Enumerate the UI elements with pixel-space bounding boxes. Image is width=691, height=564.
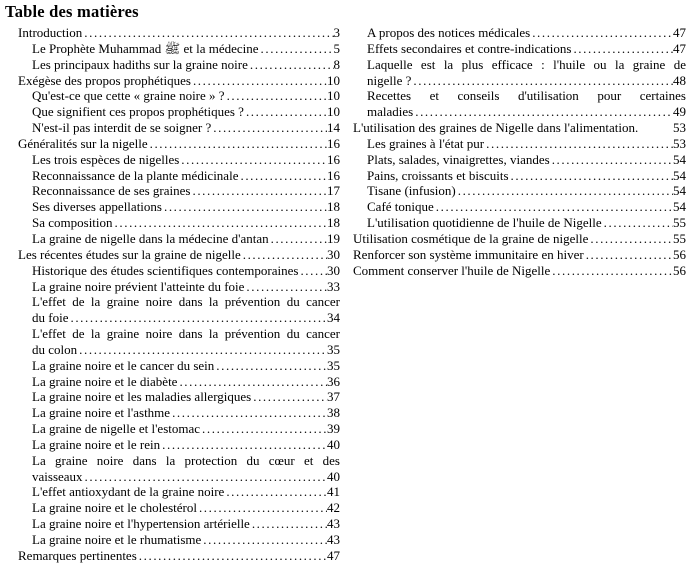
- toc-entry-word: la: [443, 56, 454, 72]
- dot-leader: [200, 421, 327, 437]
- toc-entry-word: graine: [632, 56, 666, 72]
- toc-entry-text: du colon: [32, 341, 78, 357]
- toc-entry-line: [5, 310, 340, 326]
- dot-leader: [225, 88, 327, 104]
- toc-entry-text: Introduction: [18, 25, 83, 40]
- toc-entry-text: Effets secondaires et contre-indications: [367, 40, 572, 56]
- toc-entry-line: [5, 342, 340, 358]
- dot-leader: [77, 342, 327, 358]
- page-number: 48: [673, 72, 686, 88]
- page-number: 43: [327, 532, 340, 547]
- toc-entry-word: l'huile: [553, 56, 586, 72]
- page-number: 38: [327, 405, 340, 421]
- dot-leader: [244, 279, 327, 295]
- toc-entry-text: La graine noire et les maladies allergiques: [32, 389, 252, 405]
- page-number: 55: [673, 230, 686, 246]
- toc-entry-line: [5, 263, 340, 279]
- toc-entry-line: [5, 199, 340, 215]
- toc-entry-word: la: [208, 294, 219, 310]
- toc-entry-text: La graine noire et l'asthme: [32, 405, 171, 421]
- page-number: 35: [327, 357, 340, 373]
- toc-entry-word: noire: [145, 326, 173, 342]
- toc-entry-text: La graine noire et le rhumatisme: [32, 532, 202, 547]
- toc-entry-word: noire: [96, 452, 124, 468]
- toc-entry-text: Le Prophète Muhammad ﷺ et la médecine: [32, 40, 259, 56]
- toc-entry-word: conseils: [457, 88, 500, 104]
- page-number: 54: [673, 167, 686, 183]
- dot-leader: [191, 73, 327, 89]
- toc-entry-text: Remarques pertinentes: [18, 547, 137, 563]
- toc-entry-word: dans: [178, 294, 203, 310]
- toc-entry-line: [340, 57, 686, 73]
- toc-entry-line: [5, 358, 340, 374]
- page-number: 10: [327, 72, 340, 88]
- toc-entry-line: [5, 389, 340, 405]
- dot-leader: [224, 484, 327, 500]
- toc-entry-word: L'effet: [32, 294, 66, 310]
- dot-leader: [509, 168, 673, 184]
- toc-entry-line: [340, 73, 686, 89]
- dot-leader: [571, 41, 673, 57]
- toc-entry-text: L'utilisation quotidienne de l'huile de Nigelle: [367, 215, 602, 231]
- toc-entry-text: nigelle ?: [367, 72, 412, 88]
- page-number: 56: [673, 262, 686, 278]
- page-number: 47: [673, 40, 686, 56]
- toc-entry-word: protection: [184, 452, 238, 468]
- toc-entry-line: [5, 25, 340, 41]
- toc-entry-text: La graine noire et le diabète: [32, 373, 178, 389]
- toc-entry-line: [5, 231, 340, 247]
- toc-entry-word: noire: [145, 294, 173, 310]
- toc-entry-word: graine: [106, 326, 140, 342]
- dot-leader: [456, 183, 673, 199]
- page-number: 40: [327, 436, 340, 452]
- dot-leader: [530, 25, 673, 41]
- toc-entry-word: de: [72, 294, 85, 310]
- toc-entry-word: de: [673, 56, 686, 72]
- toc-entry-line: [340, 152, 686, 168]
- toc-entry-text: L'effet antioxydant de la graine noire: [32, 484, 225, 500]
- toc-entry-line: [5, 516, 340, 532]
- dot-leader: [197, 500, 327, 516]
- toc-entry-text: maladies: [367, 104, 414, 120]
- toc-entry-line: [340, 88, 686, 104]
- toc-entry-text: Utilisation cosmétique de la graine de nigelle: [353, 230, 589, 246]
- toc-entry-word: la: [208, 326, 219, 342]
- toc-entry-text: Qu'est-ce que cette « graine noire » ?: [32, 88, 225, 104]
- page-number: 47: [673, 25, 686, 40]
- toc-entry-text: Renforcer son système immunitaire en hiver: [353, 246, 584, 262]
- toc-entry-word: la: [614, 56, 625, 72]
- page-number: 54: [673, 151, 686, 167]
- toc-entry-word: d'utilisation: [517, 88, 579, 104]
- toc-entry-word: certaines: [639, 88, 686, 104]
- page-number: 54: [673, 183, 686, 199]
- toc-entry-line: [5, 215, 340, 231]
- dot-leader: [550, 152, 673, 168]
- toc-entry-word: est: [420, 56, 436, 72]
- toc-entry-word: Laquelle: [367, 56, 413, 72]
- toc-entry-text: Ses diverses appellations: [32, 199, 162, 215]
- toc-entry-line: [5, 57, 340, 73]
- page-number: 5: [333, 40, 340, 56]
- page-number: 3: [333, 25, 340, 40]
- toc-entry-text: Les récentes études sur la graine de nigelle: [18, 246, 241, 262]
- dot-leader: [148, 136, 327, 152]
- page-number: 17: [327, 183, 340, 199]
- toc-entry-text: La graine noire et l'hypertension artérielle: [32, 516, 250, 532]
- page-number: 14: [327, 120, 340, 136]
- page-number: 49: [673, 104, 686, 120]
- page-number: 53: [673, 135, 686, 151]
- toc-entry-word: graine: [54, 452, 88, 468]
- toc-entry-line: [5, 294, 340, 310]
- toc-entry-text: Comment conserver l'huile de Nigelle: [353, 262, 551, 278]
- dot-leader: [177, 374, 327, 390]
- toc-entry-word: la: [165, 452, 176, 468]
- toc-entry-line: [5, 41, 340, 57]
- toc-entry-text: Exégèse des propos prophétiques: [18, 72, 191, 88]
- toc-entry-word: pour: [597, 88, 622, 104]
- toc-entry-line: [340, 215, 686, 231]
- toc-entry-word: et: [429, 88, 439, 104]
- toc-entry-text: N'est-il pas interdit de se soigner ?: [32, 120, 212, 136]
- dot-leader: [160, 437, 327, 453]
- toc-entry-line: [5, 374, 340, 390]
- toc-entry-line: [340, 263, 686, 279]
- toc-entry-line: [340, 168, 686, 184]
- toc-entry-text: Café tonique: [367, 199, 434, 215]
- toc-entry-line: [5, 168, 340, 184]
- dot-leader: [211, 120, 327, 136]
- page-number: 18: [327, 199, 340, 215]
- toc-entry-word: du: [246, 452, 260, 468]
- toc-columns: [5, 25, 687, 564]
- toc-entry-line: [5, 152, 340, 168]
- toc-entry-text: La graine noire et le rein: [32, 436, 161, 452]
- toc-entry-line: [5, 469, 340, 485]
- dot-leader: [162, 199, 327, 215]
- page-number: 56: [673, 246, 686, 262]
- dot-leader: [413, 104, 673, 120]
- toc-entry-line: [5, 279, 340, 295]
- toc-entry-line: [5, 500, 340, 516]
- toc-entry-line: [5, 104, 340, 120]
- page-number: 8: [333, 56, 340, 72]
- toc-entry-line: [5, 453, 340, 469]
- toc-entry-word: La: [32, 452, 46, 468]
- dot-leader: [179, 152, 327, 168]
- toc-entry-line: [5, 73, 340, 89]
- toc-entry-line: [340, 104, 686, 120]
- toc-entry-text: Plats, salades, vinaigrettes, viandes: [367, 151, 550, 167]
- toc-entry-line: [340, 120, 686, 136]
- toc-entry-line: [340, 25, 686, 41]
- toc-entry-text: Que signifient ces propos prophétiques ?: [32, 104, 244, 120]
- toc-entry-word: :: [541, 56, 545, 72]
- dot-leader: [259, 41, 334, 57]
- page-number: 39: [327, 421, 340, 437]
- page-number: 40: [327, 468, 340, 484]
- dot-leader: [244, 104, 327, 120]
- toc-entry-word: la: [90, 326, 101, 342]
- page-number: 53: [673, 120, 686, 136]
- toc-entry-line: [340, 199, 686, 215]
- toc-entry-line: [5, 247, 340, 263]
- toc-entry-text: La graine de nigelle et l'estomac: [32, 421, 201, 437]
- toc-entry-line: [5, 532, 340, 548]
- dot-leader: [250, 516, 327, 532]
- dot-leader: [214, 358, 327, 374]
- toc-entry-text: La graine noire et le cancer du sein: [32, 357, 215, 373]
- toc-entry-word: du: [286, 294, 300, 310]
- toc-entry-text: Reconnaissance de ses graines: [32, 183, 191, 199]
- toc-entry-line: [5, 326, 340, 342]
- toc-entry-line: [5, 183, 340, 199]
- toc-entry-text: Les graines à l'état pur: [367, 135, 485, 151]
- page-number: 16: [327, 167, 340, 183]
- toc-entry-line: [5, 437, 340, 453]
- page-number: 10: [327, 104, 340, 120]
- dot-leader: [170, 405, 327, 421]
- toc-entry-line: [5, 136, 340, 152]
- toc-entry-text: Reconnaissance de la plante médicinale: [32, 167, 239, 183]
- toc-entry-line: [5, 548, 340, 564]
- page-number: 19: [327, 230, 340, 246]
- toc-entry-text: A propos des notices médicales: [367, 25, 531, 40]
- toc-entry-word: graine: [106, 294, 140, 310]
- dot-leader: [584, 247, 673, 263]
- toc-entry-word: du: [286, 326, 300, 342]
- dot-leader: [201, 532, 327, 548]
- toc-entry-line: [5, 405, 340, 421]
- toc-entry-text: Historique des études scientifiques contemporaines: [32, 262, 299, 278]
- toc-entry-line: [5, 120, 340, 136]
- dot-leader: [82, 25, 333, 41]
- page-number: 33: [327, 278, 340, 294]
- dot-leader: [137, 548, 327, 564]
- toc-entry-line: [5, 421, 340, 437]
- dot-leader: [241, 247, 327, 263]
- page-number: 37: [327, 389, 340, 405]
- dot-leader: [83, 469, 327, 485]
- toc-entry-line: [5, 88, 340, 104]
- dot-leader: [248, 57, 334, 73]
- dot-leader: [269, 231, 327, 247]
- toc-entry-word: efficace: [491, 56, 533, 72]
- toc-entry-text: La graine noire et le cholestérol: [32, 500, 197, 516]
- dot-leader: [434, 199, 673, 215]
- toc-entry-word: la: [90, 294, 101, 310]
- dot-leader: [68, 310, 327, 326]
- toc-entry-word: des: [322, 452, 340, 468]
- toc-entry-text: Généralités sur la nigelle: [18, 135, 148, 151]
- page-number: 10: [327, 88, 340, 104]
- toc-entry-word: L'effet: [32, 326, 66, 342]
- toc-entry-line: [340, 247, 686, 263]
- toc-entry-line: [340, 231, 686, 247]
- page-number: 55: [673, 215, 686, 231]
- toc-entry-word: cancer: [306, 294, 340, 310]
- page-number: 34: [327, 310, 340, 326]
- toc-entry-word: et: [304, 452, 314, 468]
- dot-leader: [238, 168, 327, 184]
- toc-entry-word: plus: [461, 56, 484, 72]
- page-number: 36: [327, 373, 340, 389]
- page-number: 43: [327, 516, 340, 532]
- page-title: Table des matières: [5, 2, 139, 21]
- dot-leader: [602, 215, 673, 231]
- toc-entry-word: Recettes: [367, 88, 412, 104]
- toc-entry-word: cœur: [268, 452, 295, 468]
- page-number: 41: [327, 484, 340, 500]
- page-number: 16: [327, 151, 340, 167]
- toc-entry-text: La graine de nigelle dans la médecine d'antan: [32, 230, 269, 246]
- dot-leader: [298, 263, 327, 279]
- page-number: 47: [327, 547, 340, 563]
- toc-entry-word: dans: [132, 452, 157, 468]
- toc-entry-word: de: [72, 326, 85, 342]
- toc-entry-word: prévention: [224, 294, 281, 310]
- dot-leader: [550, 263, 673, 279]
- toc-entry-text: Tisane (infusion): [367, 183, 456, 199]
- page-number: 16: [327, 135, 340, 151]
- dot-leader: [484, 136, 673, 152]
- toc-entry-text: du foie: [32, 310, 69, 326]
- toc-entry-word: prévention: [224, 326, 281, 342]
- toc-entry-text: Pains, croissants et biscuits: [367, 167, 509, 183]
- toc-entry-line: [5, 484, 340, 500]
- toc-entry-text: L'utilisation des graines de Nigelle dans l'alimentation.: [353, 120, 639, 136]
- toc-right-column: [340, 25, 686, 564]
- page-number: 30: [327, 246, 340, 262]
- page-number: 18: [327, 215, 340, 231]
- toc-entry-text: Sa composition: [32, 215, 113, 231]
- dot-leader: [411, 73, 673, 89]
- toc-left-column: [5, 25, 340, 564]
- toc-entry-line: [340, 183, 686, 199]
- dot-leader: [251, 389, 327, 405]
- toc-entry-word: cancer: [306, 326, 340, 342]
- toc-entry-line: [340, 136, 686, 152]
- dot-leader: [113, 215, 327, 231]
- toc-entry-text: vaisseaux: [32, 468, 83, 484]
- page-number: 54: [673, 199, 686, 215]
- toc-entry-word: ou: [593, 56, 607, 72]
- dot-leader: [190, 183, 327, 199]
- page-number: 30: [327, 262, 340, 278]
- page-number: 35: [327, 341, 340, 357]
- page-number: 42: [327, 500, 340, 516]
- dot-leader: [588, 231, 673, 247]
- toc-entry-text: Les principaux hadiths sur la graine noire: [32, 56, 248, 72]
- toc-entry-line: [340, 41, 686, 57]
- toc-entry-text: La graine noire prévient l'atteinte du foie: [32, 278, 245, 294]
- toc-entry-word: dans: [178, 326, 203, 342]
- toc-entry-text: Les trois espèces de nigelles: [32, 151, 180, 167]
